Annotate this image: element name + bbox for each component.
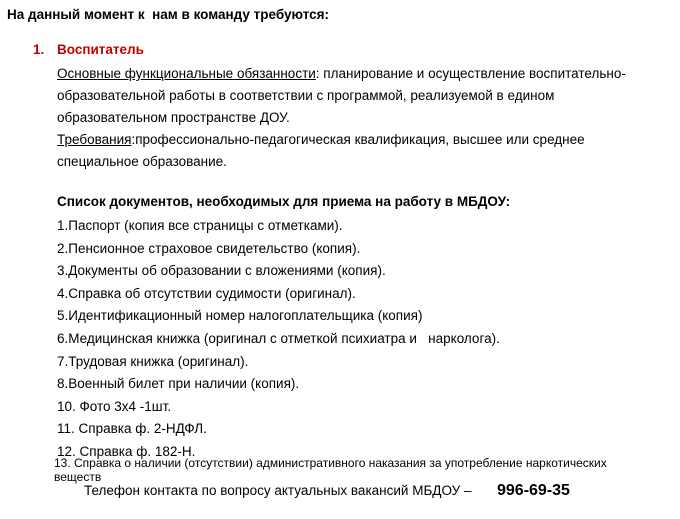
requirements-paragraph	[57, 129, 667, 173]
duties-text: : планирование и осуществление воспитательно-образовательной работы в соответствии с программой, реализуемой в едином образовательном пространстве ДОУ.	[57, 66, 626, 125]
document-item: 3.Документы об образовании с вложениями (копия).	[57, 263, 386, 279]
document-item-13: 13. Справка о наличии (отсутствии) административного наказания за употребление наркотических веществ	[54, 456, 607, 484]
document-item: 12. Справка ф. 182-Н.	[57, 443, 196, 459]
document-item: 4.Справка об отсутствии судимости (оригинал).	[57, 285, 356, 301]
document-item: 11. Справка ф. 2-НДФЛ.	[57, 421, 207, 437]
document-item: 10. Фото 3х4 -1шт.	[57, 398, 172, 414]
documents-list	[57, 215, 500, 464]
document-item: 7.Трудовая книжка (оригинал).	[57, 353, 249, 369]
vacancy-title	[33, 42, 144, 57]
document-item: 5.Идентификационный номер налогоплательщика (копия)	[57, 308, 423, 324]
requirements-label: Требования	[57, 132, 132, 147]
document-item: 2.Пенсионное страховое свидетельство (копия).	[57, 240, 361, 256]
document-item: 1.Паспорт (копия все страницы с отметками).	[57, 218, 343, 233]
document-item: 6.Медицинская книжка (оригинал с отметкой психиатра и нарколога).	[57, 330, 500, 346]
duties-paragraph	[57, 63, 667, 129]
vacancy-number: 1.	[33, 42, 45, 57]
contact-phone: 996-69-35	[497, 482, 570, 499]
document-item: 8.Военный билет при наличии (копия).	[57, 376, 300, 392]
duties-label: Основные функциональные обязанности	[57, 66, 316, 81]
documents-title: Список документов, необходимых для приема на работу в МБДОУ:	[57, 194, 511, 209]
vacancy-name: Воспитатель	[57, 42, 144, 57]
contact-label: Телефон контакта по вопросу актуальных вакансий МБДОУ –	[84, 483, 472, 498]
requirements-text: :профессионально-педагогическая квалификация, высшее или среднее специальное образование.	[57, 132, 585, 169]
page-heading: На данный момент к нам в команду требуются:	[7, 7, 330, 22]
